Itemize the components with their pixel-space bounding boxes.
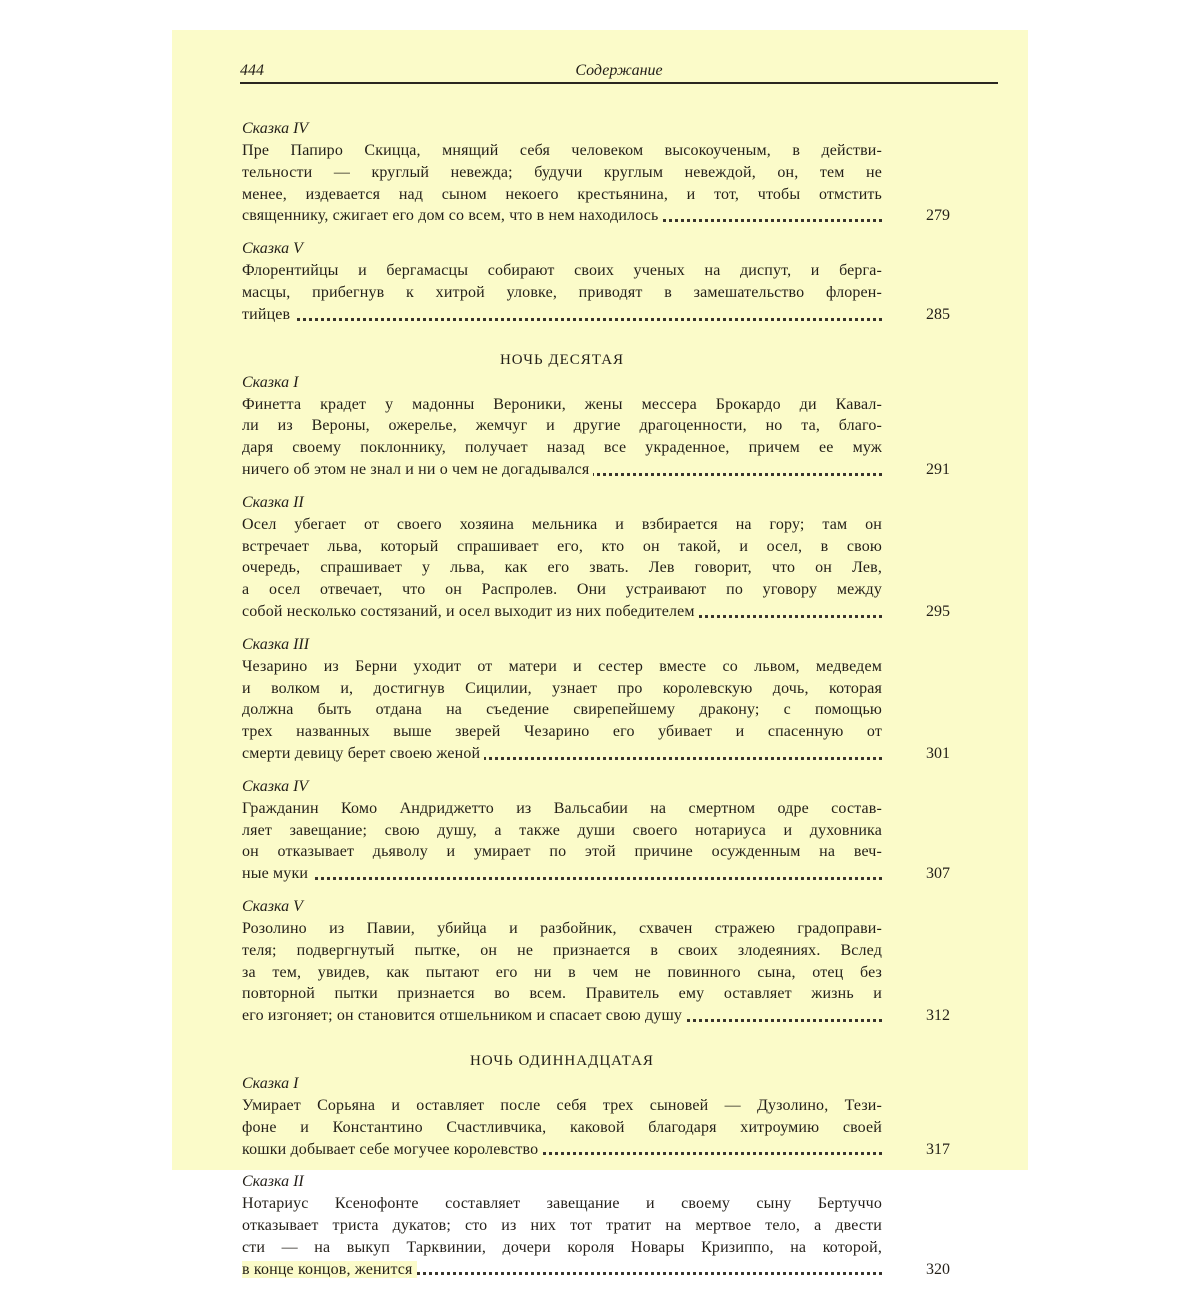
- summary-line: [242, 459, 882, 481]
- summary-line: Нотариус Ксенофонте составляет завещание и своему сыну Бертуччо: [242, 1195, 882, 1213]
- summary-line: а осел отвечает, что он Распролев. Они устраивают по уговору между: [242, 581, 882, 599]
- summary-line: Умирает Сорьяна и оставляет после себя трех сыновей — Дузолино, Тези-: [242, 1096, 882, 1114]
- page-reference[interactable]: 279: [926, 207, 950, 225]
- summary-line: и волком и, достигнув Сицилии, узнает про королевскую дочь, которая: [242, 679, 882, 697]
- tale-summary: [242, 656, 882, 765]
- summary-line: повторной пытки признается во всем. Правитель ему оставляет жизнь и: [242, 985, 882, 1003]
- page-reference[interactable]: 295: [926, 602, 950, 620]
- tale-label: Сказка IV: [242, 120, 309, 137]
- summary-line: Гражданин Комо Андриджетто из Вальсабии на смертном одре состав-: [242, 799, 882, 817]
- section-heading: НОЧЬ ДЕСЯТАЯ: [499, 351, 625, 368]
- summary-line: Пре Папиро Скицца, мнящий себя человеком высокоученым, в действи-: [242, 142, 882, 159]
- tale-summary: [242, 140, 882, 227]
- summary-line: встречает льва, который спрашивает его, кто он такой, и осел, в свою: [242, 537, 882, 555]
- tale-label: Сказка IV: [242, 777, 309, 795]
- summary-line: [242, 1139, 882, 1161]
- summary-line: даря своему поклоннику, получает назад все украденное, причем ее муж: [242, 439, 882, 457]
- toc-entry[interactable]: [242, 118, 1002, 227]
- running-head: Содержание: [575, 62, 663, 79]
- tale-label: Сказка V: [242, 240, 303, 258]
- summary-line: менее, издевается над сыном некоего крестьянина, и тот, чтобы отмстить: [242, 185, 882, 203]
- summary-line-text: в конце концов, женится: [242, 1261, 417, 1278]
- toc-section: [242, 118, 1002, 326]
- tale-summary: [242, 514, 882, 623]
- summary-line: ли из Вероны, ожерелье, жемчуг и другие драгоценности, но та, благо-: [242, 417, 882, 435]
- tale-label: Сказка III: [242, 635, 310, 653]
- summary-line: он отказывает дьяволу и умирает по этой причине осужденным на веч-: [242, 843, 882, 861]
- summary-line-text: священнику, сжигает его дом со всем, что в нем находилось: [242, 207, 662, 224]
- summary-line: должна быть отдана на съедение свирепейшему дракону; с помощью: [242, 701, 882, 719]
- toc-entry[interactable]: [242, 238, 1002, 325]
- toc-entry[interactable]: [242, 634, 1002, 765]
- toc-entry[interactable]: [242, 372, 1002, 481]
- toc-section: [242, 350, 1002, 1027]
- summary-line: [242, 1005, 882, 1027]
- summary-line-text: смерти девицу берет своею женой: [242, 745, 484, 762]
- summary-line: очередь, спрашивает у льва, как его звать. Лев говорит, что он Лев,: [242, 559, 882, 577]
- page-reference[interactable]: 301: [926, 744, 950, 762]
- tale-summary: [242, 260, 882, 325]
- summary-line: [242, 1259, 882, 1281]
- toc-entry[interactable]: [242, 492, 1002, 623]
- tale-label: Сказка I: [242, 373, 299, 391]
- tale-label: Сказка V: [242, 897, 303, 915]
- toc-section: [242, 1051, 1002, 1281]
- page-header: [240, 62, 998, 84]
- summary-line: фоне и Константино Счастливчика, каковой благодаря хитроумию своей: [242, 1118, 882, 1136]
- toc-entry[interactable]: [242, 1171, 1002, 1280]
- summary-line: [242, 743, 882, 765]
- summary-line: Розолино из Павии, убийца и разбойник, схвачен стражею градоправи-: [242, 919, 882, 937]
- summary-line: Финетта крадет у мадонны Вероники, жены мессера Брокардо ди Кавал-: [242, 395, 882, 413]
- summary-line: теля; подвергнутый пытке, он не признается в своих злодеяниях. Вслед: [242, 941, 882, 959]
- summary-line-text: собой несколько состязаний, и осел выходит из них победителем: [242, 603, 699, 620]
- page-reference[interactable]: 320: [926, 1260, 950, 1278]
- tale-label: Сказка I: [242, 1074, 299, 1092]
- page-reference[interactable]: 291: [926, 460, 950, 478]
- summary-line-text: ные муки: [242, 865, 312, 882]
- tale-summary: [242, 918, 882, 1027]
- page-reference[interactable]: 317: [926, 1140, 950, 1158]
- summary-line-text: кошки добывает себе могучее королевство: [242, 1141, 542, 1158]
- toc-entry[interactable]: [242, 896, 1002, 1027]
- tale-label: Сказка II: [242, 493, 304, 511]
- summary-line: ляет завещание; свою душу, а также души своего нотариуса и духовника: [242, 821, 882, 839]
- section-heading: НОЧЬ ОДИННАДЦАТАЯ: [470, 1052, 654, 1069]
- tale-summary: [242, 1193, 882, 1280]
- tale-summary: [242, 1095, 882, 1160]
- summary-line-text: тийцев: [242, 306, 294, 323]
- summary-line-text: ничего об этом не знал и ни о чем не догадывался: [242, 461, 593, 478]
- page-number: 444: [240, 62, 264, 79]
- summary-line: отказывает триста дукатов; сто из них тот тратит на мертвое тело, а двести: [242, 1217, 882, 1235]
- toc-entry[interactable]: [242, 776, 1002, 885]
- tale-summary: [242, 798, 882, 885]
- book-page: [172, 30, 1028, 1278]
- summary-line: масцы, прибегнув к хитрой уловке, приводят в замешательство флорен-: [242, 283, 882, 301]
- summary-line: трех названных выше зверей Чезарино его убивает и спасенную от: [242, 723, 882, 741]
- summary-line: Чезарино из Берни уходит от матери и сестер вместе со львом, медведем: [242, 657, 882, 675]
- summary-line: сти — на выкуп Тарквинии, дочери короля Новары Кризиппо, на которой,: [242, 1238, 882, 1256]
- summary-line: [242, 863, 882, 885]
- tale-summary: [242, 394, 882, 481]
- summary-line-text: его изгоняет; он становится отшельником и спасает свою душу: [242, 1007, 686, 1024]
- summary-line: [242, 304, 882, 326]
- tale-label: Сказка II: [242, 1173, 304, 1191]
- toc-entry[interactable]: [242, 1073, 1002, 1160]
- table-of-contents: [242, 118, 1002, 1291]
- summary-line: [242, 205, 882, 227]
- summary-line: [242, 601, 882, 623]
- page-reference[interactable]: 312: [926, 1007, 950, 1025]
- summary-line: за тем, увидев, как пытают его ни в чем не повинного сына, отец без: [242, 963, 882, 981]
- summary-line: тельности — круглый невежда; будучи круглым невеждой, он, тем не: [242, 163, 882, 181]
- summary-line: Осел убегает от своего хозяина мельника и взбирается на гору; там он: [242, 515, 882, 533]
- page-reference[interactable]: 285: [926, 305, 950, 323]
- summary-line: Флорентийцы и бергамасцы собирают своих ученых на диспут, и берга-: [242, 262, 882, 280]
- page-reference[interactable]: 307: [926, 865, 950, 883]
